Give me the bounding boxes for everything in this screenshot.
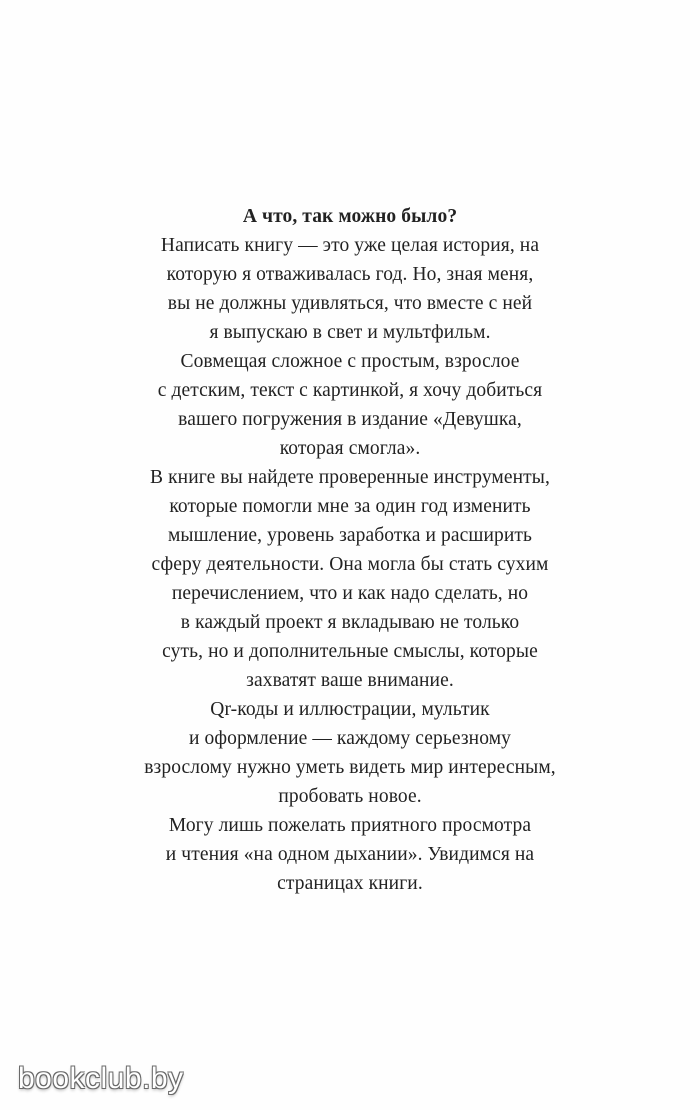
text-line: Qr-коды и иллюстрации, мультик xyxy=(210,699,490,720)
text-line: перечислением, что и как надо сделать, но xyxy=(171,583,529,604)
page-heading: А что, так можно было? xyxy=(242,206,458,227)
text-line: я выпускаю в свет и мультфильм. xyxy=(209,322,491,343)
text-line: Совмещая сложное с простым, взрослое xyxy=(180,351,520,372)
text-line: вашего погружения в издание «Девушка, xyxy=(178,409,522,430)
text-line: и чтения «на одном дыхании». Увидимся на xyxy=(165,844,535,865)
text-line: суть, но и дополнительные смыслы, которые xyxy=(162,641,538,662)
text-line: сферу деятельности. Она могла бы стать сухим xyxy=(151,554,549,575)
text-line: мышление, уровень заработка и расширить xyxy=(167,525,533,546)
text-line: взрослому нужно уметь видеть мир интересным, xyxy=(144,757,556,778)
page-text xyxy=(60,202,640,898)
text-line: страницах книги. xyxy=(277,873,423,894)
text-line: вы не должны удивляться, что вместе с ней xyxy=(167,293,533,314)
text-line: Написать книгу — это уже целая история, на xyxy=(160,235,540,256)
text-line: которая смогла». xyxy=(279,438,421,459)
text-line: в каждый проект я вкладываю не только xyxy=(180,612,520,633)
text-line: захватят ваше внимание. xyxy=(246,670,454,691)
text-line: которую я отваживалась год. Но, зная меня, xyxy=(166,264,534,285)
text-line: и оформление — каждому серьезному xyxy=(189,728,511,749)
text-line: которые помогли мне за один год изменить xyxy=(169,496,531,517)
text-line: Могу лишь пожелать приятного просмотра xyxy=(168,815,532,836)
text-line: пробовать новое. xyxy=(278,786,422,807)
text-line: В книге вы найдете проверенные инструменты, xyxy=(150,467,550,488)
text-line: с детским, текст с картинкой, я хочу добиться xyxy=(157,380,543,401)
site-watermark: bookclub.by xyxy=(18,1062,184,1095)
